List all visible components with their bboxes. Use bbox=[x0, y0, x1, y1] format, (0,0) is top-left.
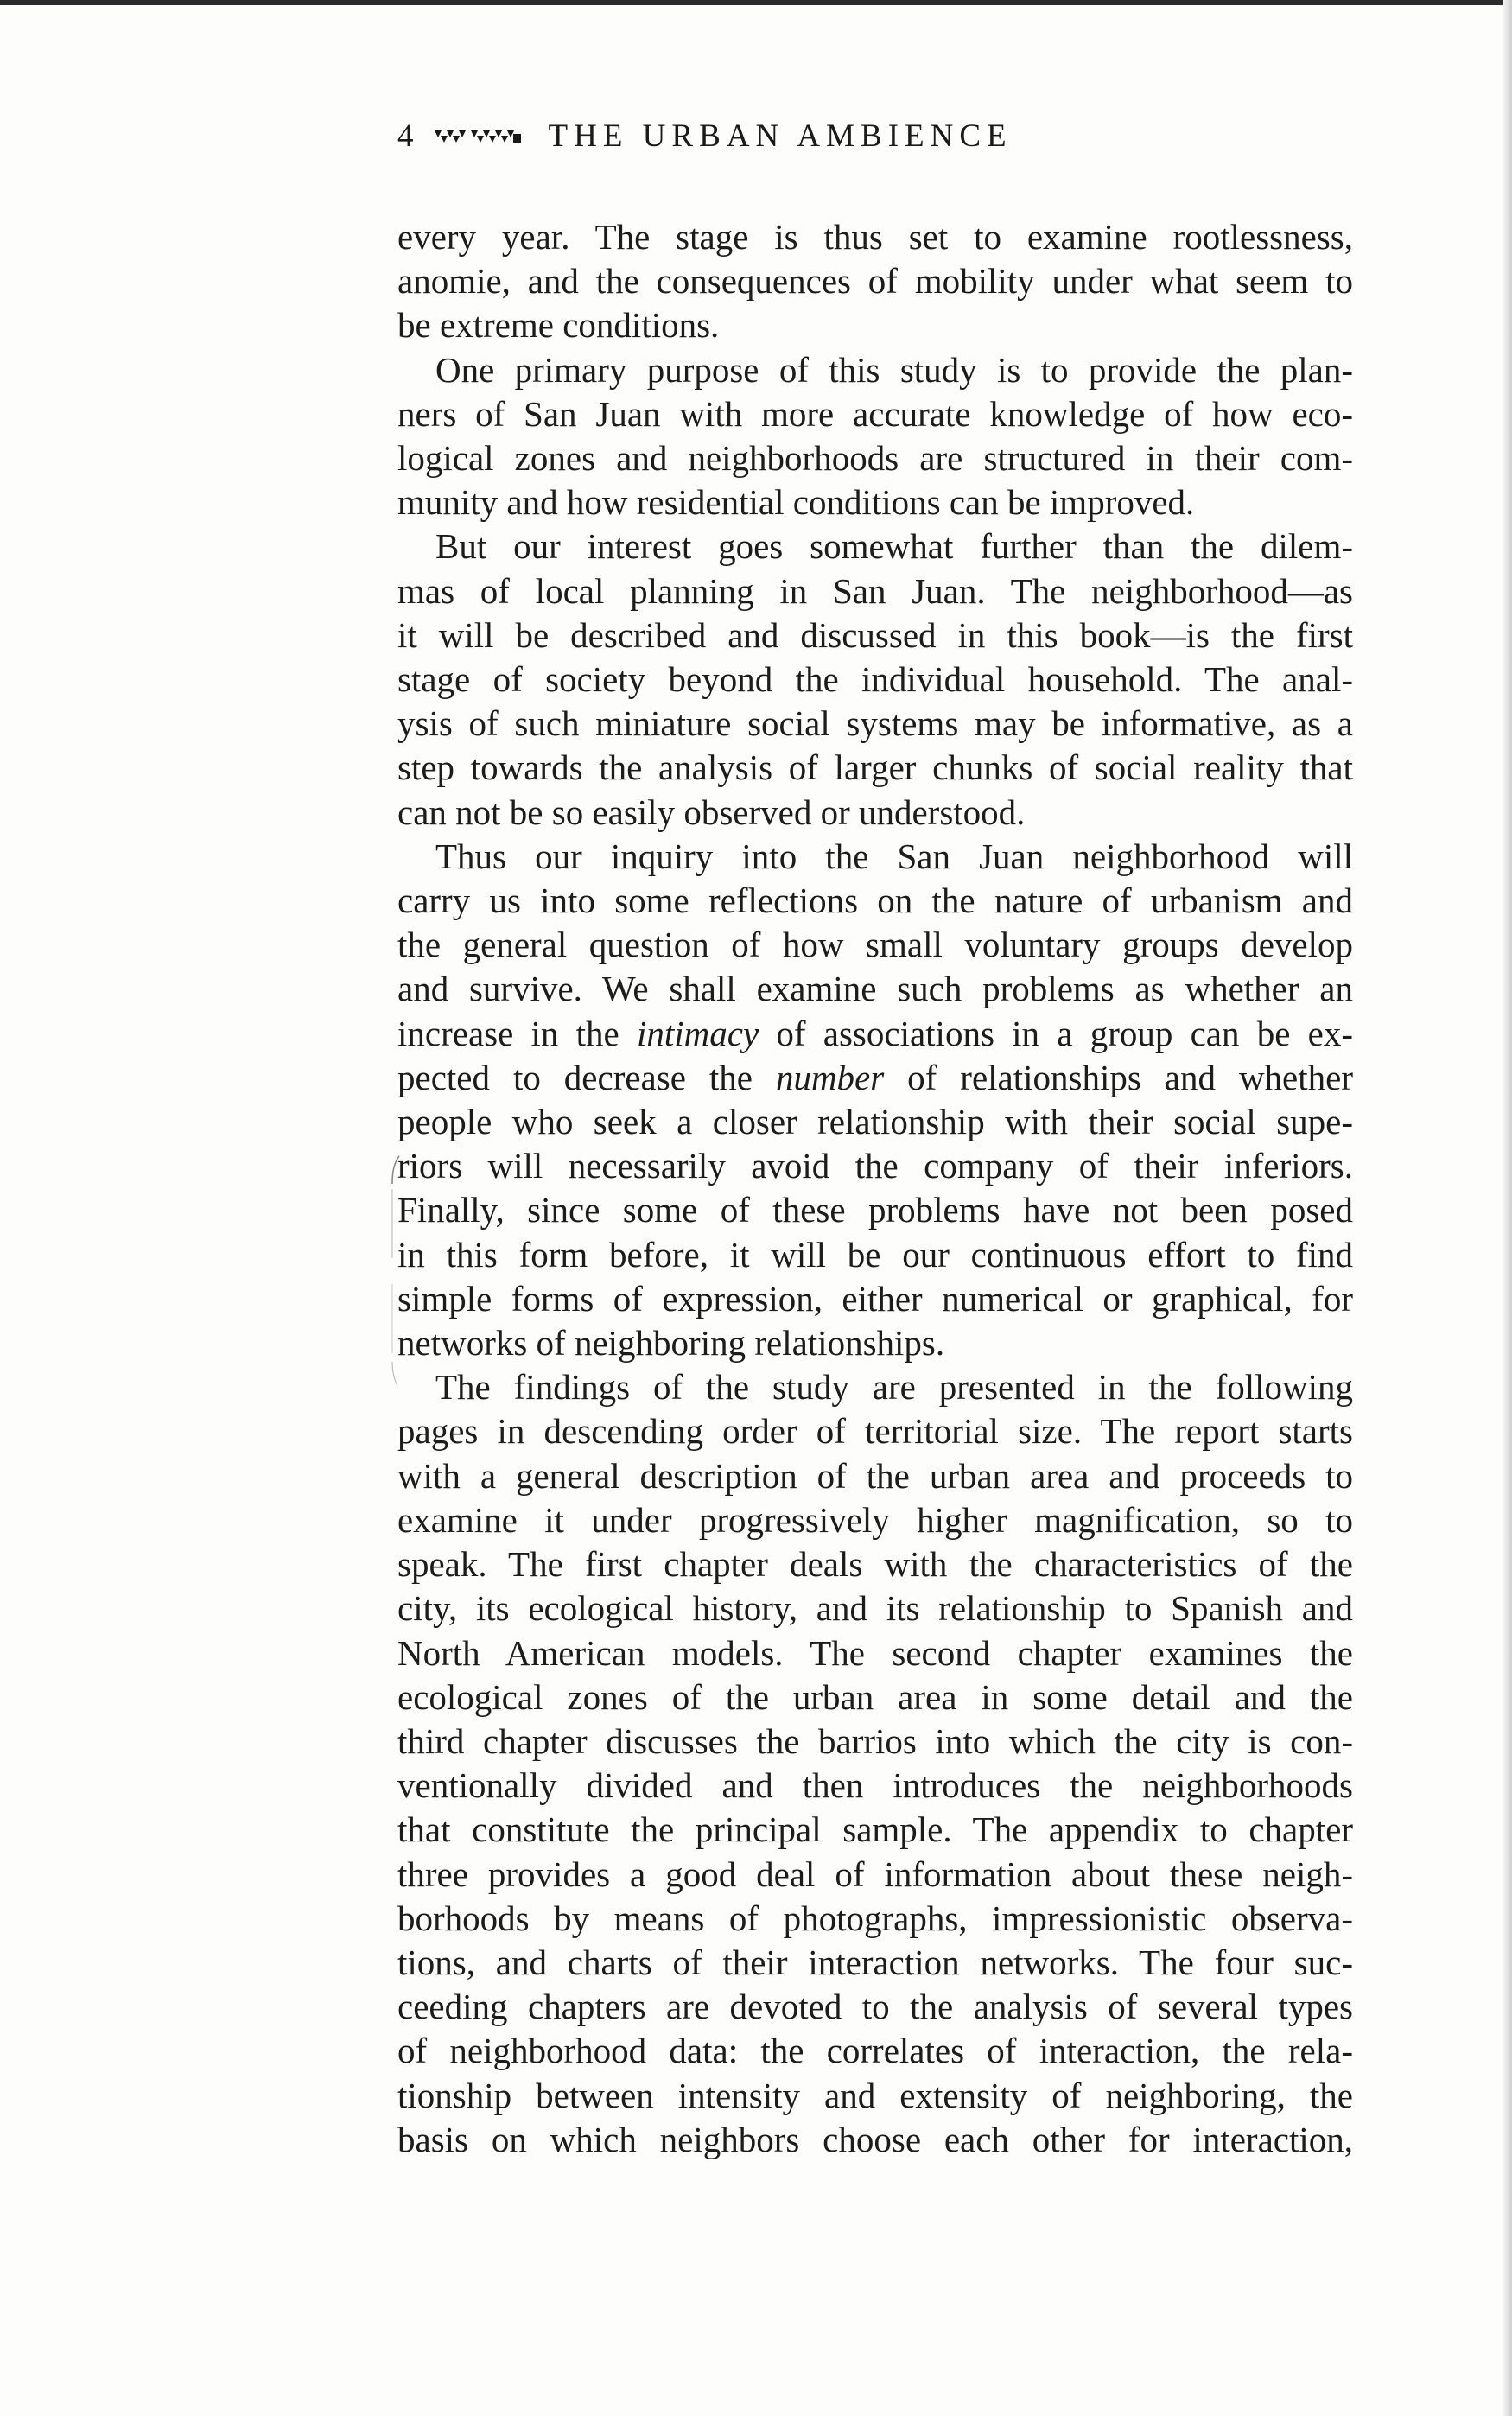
text-line: ysis of such miniature social systems may be informative, as a bbox=[397, 703, 1353, 744]
text-line: ventionally divided and then introduces the neighborhoods bbox=[397, 1765, 1353, 1806]
text-line: ecological zones of the urban area in some detail and the bbox=[397, 1676, 1353, 1717]
paragraph-5 bbox=[397, 1365, 1353, 2162]
text-line: riors will necessarily avoid the company of their inferiors. bbox=[397, 1146, 1353, 1186]
running-head-title: THE URBAN AMBIENCE bbox=[548, 118, 1013, 154]
text-line: tions, and charts of their interaction networks. The four suc- bbox=[397, 1942, 1353, 1982]
running-head bbox=[397, 114, 1013, 157]
text-line: ners of San Juan with more accurate knowledge of how eco- bbox=[397, 393, 1353, 434]
text-line: ceeding chapters are devoted to the analysis of several types bbox=[397, 1987, 1353, 2027]
paragraph-1 bbox=[397, 215, 1353, 348]
text-line: borhoods by means of photographs, impressionistic observa- bbox=[397, 1898, 1353, 1938]
text-line: Thus our inquiry into the San Juan neighborhood will bbox=[435, 836, 1353, 876]
text-line: mas of local planning in San Juan. The neighborhood—as bbox=[397, 570, 1353, 611]
text-line: The findings of the study are presented in the following bbox=[435, 1367, 1353, 1408]
text-line-with-italic bbox=[397, 1056, 1353, 1100]
text-line: But our interest goes somewhat further than the dilem- bbox=[435, 526, 1353, 567]
text-line-last: munity and how residential conditions can be improved. bbox=[397, 482, 1195, 523]
text-line: anomie, and the consequences of mobility under what seem to bbox=[397, 261, 1353, 302]
diamond-row-ornament-icon bbox=[433, 125, 523, 146]
paragraph-4 bbox=[397, 835, 1353, 1365]
text-segment: pected to decrease the bbox=[397, 1057, 776, 1097]
text-line: three provides a good deal of information about these neigh- bbox=[397, 1853, 1353, 1894]
text-line-with-italic bbox=[397, 1012, 1353, 1056]
text-line: North American models. The second chapter examines the bbox=[397, 1632, 1353, 1673]
text-line: speak. The first chapter deals with the characteristics of the bbox=[397, 1544, 1353, 1585]
text-line: Finally, since some of these problems have not been posed bbox=[397, 1190, 1353, 1230]
body-text bbox=[397, 215, 1353, 2162]
text-line-last: can not be so easily observed or understood. bbox=[397, 792, 1026, 832]
text-line: One primary purpose of this study is to provide the plan- bbox=[435, 349, 1353, 390]
text-line: every year. The stage is thus set to examine rootlessness, bbox=[397, 217, 1353, 257]
text-segment: of relationships and whether bbox=[884, 1057, 1353, 1097]
paragraph-2 bbox=[397, 348, 1353, 525]
text-line: stage of society beyond the individual household. The anal- bbox=[397, 659, 1353, 700]
text-line: pages in descending order of territorial size. The report starts bbox=[397, 1411, 1353, 1452]
text-line: people who seek a closer relationship with their social supe- bbox=[397, 1102, 1353, 1142]
scan-right-edge bbox=[1503, 0, 1512, 2416]
text-line: it will be described and discussed in this book—is the first bbox=[397, 614, 1353, 655]
text-line: simple forms of expression, either numerical or graphical, for bbox=[397, 1278, 1353, 1319]
text-segment: increase in the bbox=[397, 1013, 637, 1053]
text-line: that constitute the principal sample. The appendix to chapter bbox=[397, 1809, 1353, 1850]
italic-term-intimacy: intimacy bbox=[636, 1013, 759, 1053]
text-line: step towards the analysis of larger chunks of social reality that bbox=[397, 747, 1353, 788]
text-line: carry us into some reflections on the nature of urbanism and bbox=[397, 881, 1353, 921]
text-line: in this form before, it will be our continuous effort to find bbox=[397, 1234, 1353, 1275]
text-line: third chapter discusses the barrios into which the city is con- bbox=[397, 1720, 1353, 1761]
text-line: tionship between intensity and extensity of neighboring, the bbox=[397, 2075, 1353, 2115]
page-number: 4 bbox=[397, 118, 414, 154]
text-line: basis on which neighbors choose each other for interaction, bbox=[397, 2119, 1353, 2159]
paragraph-3 bbox=[397, 525, 1353, 834]
text-line: logical zones and neighborhoods are structured in their com- bbox=[397, 438, 1353, 479]
text-line: of neighborhood data: the correlates of interaction, the rela- bbox=[397, 2031, 1353, 2071]
text-line-last: networks of neighboring relationships. bbox=[397, 1323, 945, 1364]
text-line-last: be extreme conditions. bbox=[397, 305, 720, 346]
text-line: and survive. We shall examine such problems as whether an bbox=[397, 969, 1353, 1009]
text-line: with a general description of the urban area and proceeds to bbox=[397, 1455, 1353, 1496]
text-line: the general question of how small voluntary groups develop bbox=[397, 925, 1353, 965]
italic-term-number: number bbox=[775, 1057, 885, 1097]
text-line: city, its ecological history, and its relationship to Spanish and bbox=[397, 1588, 1353, 1629]
text-segment: of associations in a group can be ex- bbox=[759, 1013, 1353, 1053]
scan-top-edge bbox=[0, 0, 1512, 5]
text-line: examine it under progressively higher magnification, so to bbox=[397, 1499, 1353, 1540]
